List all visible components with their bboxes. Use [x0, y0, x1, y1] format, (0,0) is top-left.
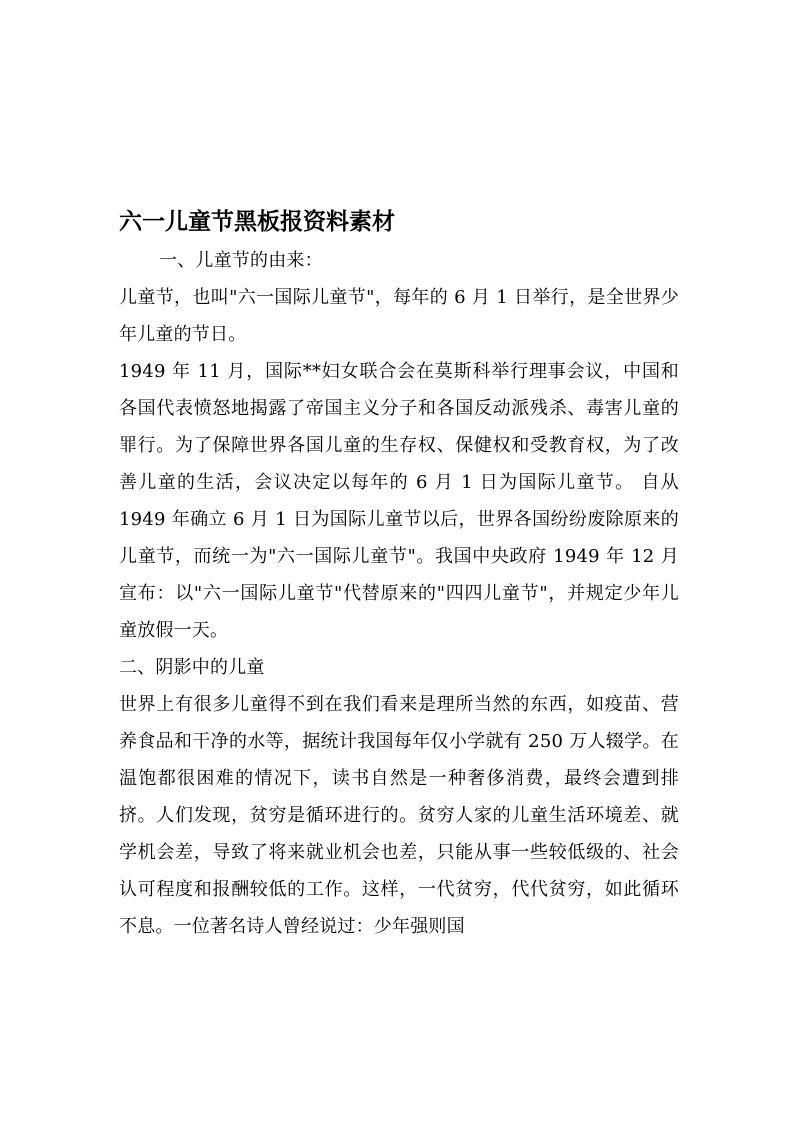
paragraph-1: 儿童节，也叫"六一国际儿童节"，每年的 6 月 1 日举行，是全世界少年儿童的节日。	[119, 287, 679, 345]
document-body	[119, 206, 679, 945]
paragraph-2: 1949 年 11 月，国际**妇女联合会在莫斯科举行理事会议，中国和各国代表愤怒地揭露了帝国主义分子和各国反动派残杀、毒害儿童的罪行。为了保障世界各国儿童的生存权、保健权和受教育权，为了改善儿童的生活，会议决定以每年的 6 月 1 日为国际儿童节。 自从 1949 年确立 6 月 1 日为国际儿童节以后，世界各国纷纷废除原来的儿童节，而统一为"六一国际儿童节"。我国中央政府 1949 年 12 月宣布：以"六一国际儿童节"代替原来的"四四儿童节"，并规定少年儿童放假一天。	[119, 361, 679, 641]
document-title: 六一儿童节黑板报资料素材	[119, 209, 395, 235]
paragraph-3: 世界上有很多儿童得不到在我们看来是理所当然的东西，如疫苗、营养食品和干净的水等，据统计我国每年仅小学就有 250 万人辍学。在温饱都很困难的情况下，读书自然是一种奢侈消费，最终会遭到排挤。人们发现，贫穷是循环进行的。贫穷人家的儿童生活环境差、就学机会差，导致了将来就业机会也差，只能从事一些较低级的、社会认可程度和报酬较低的工作。这样，一代贫穷，代代贫穷，如此循环不息。一位著名诗人曾经说过：少年强则国	[119, 694, 679, 937]
section-1-heading: 一、儿童节的由来：	[159, 250, 323, 271]
section-2-heading: 二、阴影中的儿童	[119, 657, 265, 678]
